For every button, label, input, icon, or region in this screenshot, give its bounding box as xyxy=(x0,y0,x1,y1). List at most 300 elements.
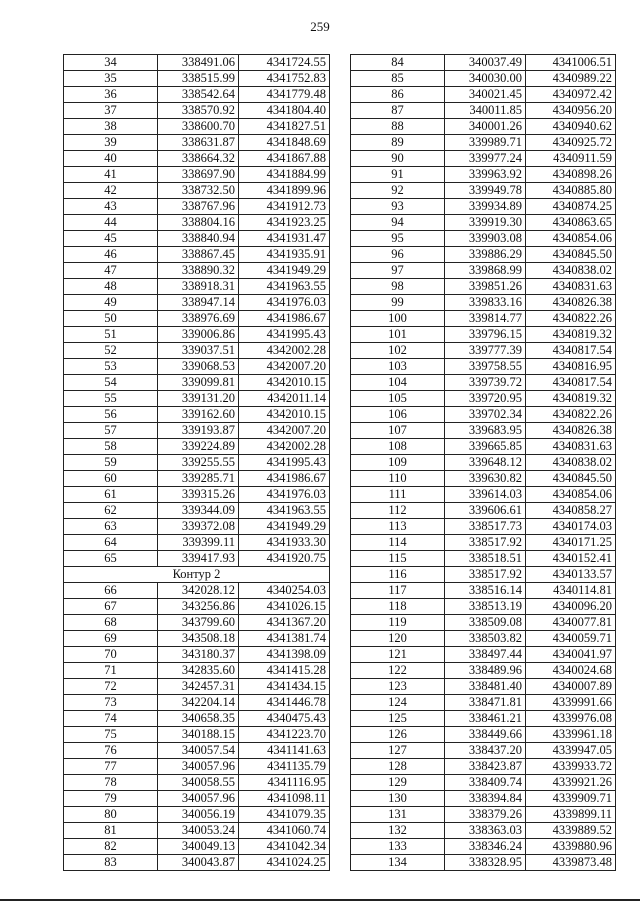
y-coordinate: 4341141.63 xyxy=(239,743,330,759)
y-coordinate: 4340822.26 xyxy=(526,407,616,423)
point-number: 50 xyxy=(64,311,158,327)
point-number: 128 xyxy=(351,759,445,775)
x-coordinate: 343256.86 xyxy=(158,599,239,615)
point-number: 105 xyxy=(351,391,445,407)
x-coordinate: 342028.12 xyxy=(158,583,239,599)
y-coordinate: 4340874.25 xyxy=(526,199,616,215)
x-coordinate: 339665.85 xyxy=(445,439,526,455)
table-row xyxy=(64,519,330,535)
y-coordinate: 4341060.74 xyxy=(239,823,330,839)
table-row xyxy=(351,71,616,87)
x-coordinate: 339868.99 xyxy=(445,263,526,279)
point-number: 67 xyxy=(64,599,158,615)
y-coordinate: 4341415.28 xyxy=(239,663,330,679)
table-row xyxy=(64,823,330,839)
point-number: 40 xyxy=(64,151,158,167)
point-number: 120 xyxy=(351,631,445,647)
x-coordinate: 338471.81 xyxy=(445,695,526,711)
page-number: 259 xyxy=(310,19,330,34)
table-row xyxy=(64,295,330,311)
x-coordinate: 343799.60 xyxy=(158,615,239,631)
y-coordinate: 4341995.43 xyxy=(239,455,330,471)
y-coordinate: 4342002.28 xyxy=(239,343,330,359)
x-coordinate: 338328.95 xyxy=(445,855,526,871)
table-row xyxy=(64,55,330,71)
x-coordinate: 339814.77 xyxy=(445,311,526,327)
y-coordinate: 4340822.26 xyxy=(526,311,616,327)
point-number: 46 xyxy=(64,247,158,263)
y-coordinate: 4341827.51 xyxy=(239,119,330,135)
x-coordinate: 338363.03 xyxy=(445,823,526,839)
y-coordinate: 4340940.62 xyxy=(526,119,616,135)
table-row xyxy=(351,215,616,231)
x-coordinate: 338516.14 xyxy=(445,583,526,599)
x-coordinate: 339606.61 xyxy=(445,503,526,519)
point-number: 61 xyxy=(64,487,158,503)
x-coordinate: 340057.54 xyxy=(158,743,239,759)
y-coordinate: 4341963.55 xyxy=(239,503,330,519)
y-coordinate: 4340854.06 xyxy=(526,487,616,503)
y-coordinate: 4340972.42 xyxy=(526,87,616,103)
y-coordinate: 4339909.71 xyxy=(526,791,616,807)
x-coordinate: 339919.30 xyxy=(445,215,526,231)
x-coordinate: 338767.96 xyxy=(158,199,239,215)
table-row xyxy=(64,311,330,327)
point-number: 86 xyxy=(351,87,445,103)
x-coordinate: 343508.18 xyxy=(158,631,239,647)
coordinates-table-left xyxy=(63,54,330,871)
x-coordinate: 339963.92 xyxy=(445,167,526,183)
x-coordinate: 338379.26 xyxy=(445,807,526,823)
x-coordinate: 339777.39 xyxy=(445,343,526,359)
table-row xyxy=(64,215,330,231)
point-number: 107 xyxy=(351,423,445,439)
point-number: 68 xyxy=(64,615,158,631)
x-coordinate: 338394.84 xyxy=(445,791,526,807)
table-row xyxy=(351,807,616,823)
table-row xyxy=(64,135,330,151)
y-coordinate: 4340819.32 xyxy=(526,327,616,343)
table-row xyxy=(351,727,616,743)
table-row xyxy=(351,759,616,775)
x-coordinate: 338804.16 xyxy=(158,215,239,231)
table-row xyxy=(351,615,616,631)
point-number: 47 xyxy=(64,263,158,279)
point-number: 125 xyxy=(351,711,445,727)
point-number: 48 xyxy=(64,279,158,295)
x-coordinate: 343180.37 xyxy=(158,647,239,663)
y-coordinate: 4341398.09 xyxy=(239,647,330,663)
point-number: 130 xyxy=(351,791,445,807)
point-number: 115 xyxy=(351,551,445,567)
contour-label: Контур 2 xyxy=(64,567,330,583)
y-coordinate: 4339899.11 xyxy=(526,807,616,823)
point-number: 93 xyxy=(351,199,445,215)
y-coordinate: 4341116.95 xyxy=(239,775,330,791)
x-coordinate: 340043.87 xyxy=(158,855,239,871)
y-coordinate: 4341804.40 xyxy=(239,103,330,119)
x-coordinate: 339417.93 xyxy=(158,551,239,567)
point-number: 83 xyxy=(64,855,158,871)
y-coordinate: 4341024.25 xyxy=(239,855,330,871)
y-coordinate: 4341923.25 xyxy=(239,215,330,231)
x-coordinate: 339851.26 xyxy=(445,279,526,295)
x-coordinate: 340058.55 xyxy=(158,775,239,791)
point-number: 80 xyxy=(64,807,158,823)
point-number: 127 xyxy=(351,743,445,759)
x-coordinate: 340001.26 xyxy=(445,119,526,135)
coordinates-table-right xyxy=(350,54,616,871)
y-coordinate: 4340831.63 xyxy=(526,279,616,295)
y-coordinate: 4341434.15 xyxy=(239,679,330,695)
y-coordinate: 4341779.48 xyxy=(239,87,330,103)
point-number: 87 xyxy=(351,103,445,119)
table-row xyxy=(351,375,616,391)
point-number: 122 xyxy=(351,663,445,679)
table-row xyxy=(64,791,330,807)
table-row xyxy=(64,663,330,679)
y-coordinate: 4341042.34 xyxy=(239,839,330,855)
y-coordinate: 4340826.38 xyxy=(526,423,616,439)
table-row xyxy=(64,807,330,823)
x-coordinate: 339006.86 xyxy=(158,327,239,343)
point-number: 90 xyxy=(351,151,445,167)
x-coordinate: 339285.71 xyxy=(158,471,239,487)
y-coordinate: 4340845.50 xyxy=(526,247,616,263)
y-coordinate: 4341986.67 xyxy=(239,311,330,327)
y-coordinate: 4340041.97 xyxy=(526,647,616,663)
y-coordinate: 4341079.35 xyxy=(239,807,330,823)
x-coordinate: 339068.53 xyxy=(158,359,239,375)
y-coordinate: 4341006.51 xyxy=(526,55,616,71)
point-number: 82 xyxy=(64,839,158,855)
table-row xyxy=(351,119,616,135)
y-coordinate: 4341931.47 xyxy=(239,231,330,247)
table-row xyxy=(64,247,330,263)
x-coordinate: 338437.20 xyxy=(445,743,526,759)
table-row xyxy=(64,711,330,727)
point-number: 35 xyxy=(64,71,158,87)
x-coordinate: 339630.82 xyxy=(445,471,526,487)
y-coordinate: 4340863.65 xyxy=(526,215,616,231)
table-row xyxy=(351,583,616,599)
table-row xyxy=(64,535,330,551)
point-number: 117 xyxy=(351,583,445,599)
x-coordinate: 338697.90 xyxy=(158,167,239,183)
y-coordinate: 4340838.02 xyxy=(526,455,616,471)
y-coordinate: 4340174.03 xyxy=(526,519,616,535)
table-row xyxy=(351,711,616,727)
x-coordinate: 339162.60 xyxy=(158,407,239,423)
table-row xyxy=(64,743,330,759)
table-row xyxy=(351,279,616,295)
table-row xyxy=(64,615,330,631)
y-coordinate: 4341223.70 xyxy=(239,727,330,743)
y-coordinate: 4341933.30 xyxy=(239,535,330,551)
y-coordinate: 4340911.59 xyxy=(526,151,616,167)
y-coordinate: 4340152.41 xyxy=(526,551,616,567)
table-row xyxy=(351,423,616,439)
table-row xyxy=(351,631,616,647)
table-row xyxy=(64,231,330,247)
table-row xyxy=(351,663,616,679)
table-row xyxy=(351,135,616,151)
table-row xyxy=(351,167,616,183)
table-row xyxy=(64,279,330,295)
table-row xyxy=(351,151,616,167)
x-coordinate: 338515.99 xyxy=(158,71,239,87)
table-row xyxy=(64,103,330,119)
x-coordinate: 342457.31 xyxy=(158,679,239,695)
point-number: 54 xyxy=(64,375,158,391)
y-coordinate: 4339889.52 xyxy=(526,823,616,839)
x-coordinate: 338409.74 xyxy=(445,775,526,791)
table-row xyxy=(64,679,330,695)
x-coordinate: 338947.14 xyxy=(158,295,239,311)
point-number: 63 xyxy=(64,519,158,535)
y-coordinate: 4340925.72 xyxy=(526,135,616,151)
x-coordinate: 339372.08 xyxy=(158,519,239,535)
point-number: 97 xyxy=(351,263,445,279)
y-coordinate: 4341752.83 xyxy=(239,71,330,87)
point-number: 104 xyxy=(351,375,445,391)
x-coordinate: 339903.08 xyxy=(445,231,526,247)
y-coordinate: 4341935.91 xyxy=(239,247,330,263)
x-coordinate: 338423.87 xyxy=(445,759,526,775)
point-number: 126 xyxy=(351,727,445,743)
point-number: 94 xyxy=(351,215,445,231)
contour-header-row xyxy=(64,567,330,583)
y-coordinate: 4340898.26 xyxy=(526,167,616,183)
table-row xyxy=(64,407,330,423)
point-number: 106 xyxy=(351,407,445,423)
bottom-rule xyxy=(0,899,640,901)
table-row xyxy=(351,247,616,263)
x-coordinate: 340053.24 xyxy=(158,823,239,839)
point-number: 45 xyxy=(64,231,158,247)
x-coordinate: 338481.40 xyxy=(445,679,526,695)
x-coordinate: 339702.34 xyxy=(445,407,526,423)
point-number: 91 xyxy=(351,167,445,183)
table-row xyxy=(351,743,616,759)
point-number: 73 xyxy=(64,695,158,711)
y-coordinate: 4341976.03 xyxy=(239,295,330,311)
x-coordinate: 339796.15 xyxy=(445,327,526,343)
y-coordinate: 4340858.27 xyxy=(526,503,616,519)
point-number: 37 xyxy=(64,103,158,119)
table-row xyxy=(64,455,330,471)
x-coordinate: 338664.32 xyxy=(158,151,239,167)
x-coordinate: 340011.85 xyxy=(445,103,526,119)
x-coordinate: 338518.51 xyxy=(445,551,526,567)
x-coordinate: 338918.31 xyxy=(158,279,239,295)
point-number: 109 xyxy=(351,455,445,471)
x-coordinate: 339399.11 xyxy=(158,535,239,551)
y-coordinate: 4339921.26 xyxy=(526,775,616,791)
point-number: 119 xyxy=(351,615,445,631)
table-row xyxy=(64,151,330,167)
table-row xyxy=(351,535,616,551)
y-coordinate: 4340007.89 xyxy=(526,679,616,695)
y-coordinate: 4341367.20 xyxy=(239,615,330,631)
x-coordinate: 339720.95 xyxy=(445,391,526,407)
x-coordinate: 338489.96 xyxy=(445,663,526,679)
table-row xyxy=(64,375,330,391)
y-coordinate: 4341867.88 xyxy=(239,151,330,167)
y-coordinate: 4339947.05 xyxy=(526,743,616,759)
y-coordinate: 4340989.22 xyxy=(526,71,616,87)
y-coordinate: 4341026.15 xyxy=(239,599,330,615)
x-coordinate: 338631.87 xyxy=(158,135,239,151)
point-number: 71 xyxy=(64,663,158,679)
table-row xyxy=(351,839,616,855)
point-number: 49 xyxy=(64,295,158,311)
table-row xyxy=(351,823,616,839)
y-coordinate: 4340817.54 xyxy=(526,375,616,391)
table-row xyxy=(351,343,616,359)
table-row xyxy=(351,359,616,375)
point-number: 76 xyxy=(64,743,158,759)
x-coordinate: 339833.16 xyxy=(445,295,526,311)
point-number: 88 xyxy=(351,119,445,135)
y-coordinate: 4339880.96 xyxy=(526,839,616,855)
table-row xyxy=(351,599,616,615)
y-coordinate: 4340817.54 xyxy=(526,343,616,359)
point-number: 77 xyxy=(64,759,158,775)
point-number: 113 xyxy=(351,519,445,535)
y-coordinate: 4339933.72 xyxy=(526,759,616,775)
y-coordinate: 4341724.55 xyxy=(239,55,330,71)
table-row xyxy=(64,167,330,183)
y-coordinate: 4340819.32 xyxy=(526,391,616,407)
y-coordinate: 4341381.74 xyxy=(239,631,330,647)
x-coordinate: 338732.50 xyxy=(158,183,239,199)
point-number: 134 xyxy=(351,855,445,871)
y-coordinate: 4342002.28 xyxy=(239,439,330,455)
y-coordinate: 4341949.29 xyxy=(239,263,330,279)
point-number: 44 xyxy=(64,215,158,231)
x-coordinate: 339949.78 xyxy=(445,183,526,199)
y-coordinate: 4340096.20 xyxy=(526,599,616,615)
y-coordinate: 4340171.25 xyxy=(526,535,616,551)
y-coordinate: 4340059.71 xyxy=(526,631,616,647)
point-number: 89 xyxy=(351,135,445,151)
y-coordinate: 4341920.75 xyxy=(239,551,330,567)
point-number: 78 xyxy=(64,775,158,791)
table-row xyxy=(64,71,330,87)
point-number: 59 xyxy=(64,455,158,471)
table-row xyxy=(64,183,330,199)
table-row xyxy=(351,55,616,71)
y-coordinate: 4342011.14 xyxy=(239,391,330,407)
point-number: 121 xyxy=(351,647,445,663)
point-number: 43 xyxy=(64,199,158,215)
table-row xyxy=(351,519,616,535)
table-row xyxy=(351,407,616,423)
table-row xyxy=(64,727,330,743)
table-row xyxy=(64,87,330,103)
y-coordinate: 4340831.63 xyxy=(526,439,616,455)
point-number: 123 xyxy=(351,679,445,695)
table-row xyxy=(351,567,616,583)
table-row xyxy=(351,295,616,311)
point-number: 42 xyxy=(64,183,158,199)
x-coordinate: 340037.49 xyxy=(445,55,526,71)
point-number: 56 xyxy=(64,407,158,423)
table-row xyxy=(64,343,330,359)
point-number: 132 xyxy=(351,823,445,839)
point-number: 118 xyxy=(351,599,445,615)
y-coordinate: 4340956.20 xyxy=(526,103,616,119)
point-number: 84 xyxy=(351,55,445,71)
x-coordinate: 340658.35 xyxy=(158,711,239,727)
x-coordinate: 338346.24 xyxy=(445,839,526,855)
table-row xyxy=(64,199,330,215)
y-coordinate: 4341995.43 xyxy=(239,327,330,343)
x-coordinate: 338513.19 xyxy=(445,599,526,615)
point-number: 96 xyxy=(351,247,445,263)
point-number: 131 xyxy=(351,807,445,823)
point-number: 101 xyxy=(351,327,445,343)
table-row xyxy=(64,119,330,135)
x-coordinate: 339648.12 xyxy=(445,455,526,471)
point-number: 108 xyxy=(351,439,445,455)
point-number: 53 xyxy=(64,359,158,375)
y-coordinate: 4342010.15 xyxy=(239,407,330,423)
y-coordinate: 4341446.78 xyxy=(239,695,330,711)
x-coordinate: 338517.73 xyxy=(445,519,526,535)
point-number: 60 xyxy=(64,471,158,487)
table-row xyxy=(64,855,330,871)
point-number: 39 xyxy=(64,135,158,151)
point-number: 114 xyxy=(351,535,445,551)
table-row xyxy=(351,103,616,119)
table-row xyxy=(64,487,330,503)
y-coordinate: 4340024.68 xyxy=(526,663,616,679)
point-number: 102 xyxy=(351,343,445,359)
point-number: 58 xyxy=(64,439,158,455)
x-coordinate: 339758.55 xyxy=(445,359,526,375)
x-coordinate: 339614.03 xyxy=(445,487,526,503)
x-coordinate: 339977.24 xyxy=(445,151,526,167)
x-coordinate: 339224.89 xyxy=(158,439,239,455)
table-row xyxy=(351,791,616,807)
y-coordinate: 4340854.06 xyxy=(526,231,616,247)
y-coordinate: 4341963.55 xyxy=(239,279,330,295)
point-number: 36 xyxy=(64,87,158,103)
x-coordinate: 339683.95 xyxy=(445,423,526,439)
x-coordinate: 338517.92 xyxy=(445,535,526,551)
table-row xyxy=(64,423,330,439)
table-row xyxy=(64,631,330,647)
point-number: 79 xyxy=(64,791,158,807)
point-number: 81 xyxy=(64,823,158,839)
x-coordinate: 338503.82 xyxy=(445,631,526,647)
x-coordinate: 339739.72 xyxy=(445,375,526,391)
table-row xyxy=(64,359,330,375)
x-coordinate: 339315.26 xyxy=(158,487,239,503)
table-row xyxy=(64,583,330,599)
point-number: 64 xyxy=(64,535,158,551)
y-coordinate: 4341135.79 xyxy=(239,759,330,775)
point-number: 110 xyxy=(351,471,445,487)
y-coordinate: 4340845.50 xyxy=(526,471,616,487)
x-coordinate: 340188.15 xyxy=(158,727,239,743)
table-row xyxy=(64,775,330,791)
x-coordinate: 340056.19 xyxy=(158,807,239,823)
point-number: 66 xyxy=(64,583,158,599)
x-coordinate: 338542.64 xyxy=(158,87,239,103)
